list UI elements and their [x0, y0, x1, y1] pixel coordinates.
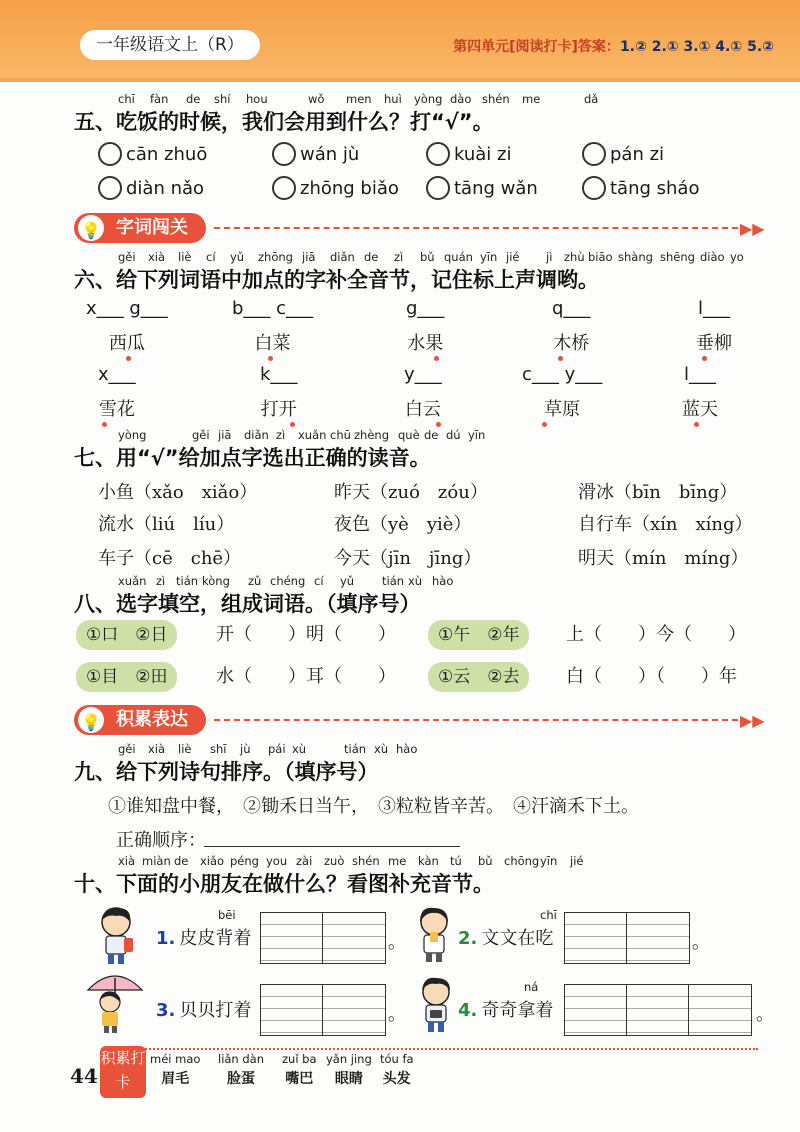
q10-item-3: 3. 贝贝打着	[156, 1000, 252, 1021]
q7-title: 七、用“√”给加点字选出正确的读音。	[74, 446, 431, 470]
order-answer-line[interactable]	[204, 846, 460, 847]
grade-label: 一年级语文上（R）	[80, 30, 260, 60]
syllable-box[interactable]	[260, 984, 386, 1036]
q6-item[interactable]: x___ 雪花	[98, 364, 136, 427]
q10-item-1: 1. 皮皮背着	[156, 928, 252, 949]
q6-item[interactable]: l___ 蓝天	[682, 364, 718, 427]
checkbox-circle[interactable]	[582, 176, 606, 200]
choice-box: ①口 ②日	[76, 620, 177, 650]
page-header	[0, 0, 800, 82]
footer-word: liǎn dàn 脸蛋	[218, 1052, 265, 1087]
q7-item[interactable]: 车子（cē chē）	[98, 548, 242, 569]
checkbox-circle[interactable]	[98, 176, 122, 200]
q6-title: 六、给下列词语中加点的字补全音节，记住标上声调哟。	[74, 268, 599, 292]
q5-option-4[interactable]: pán zi	[582, 142, 664, 166]
q10-title: 十、下面的小朋友在做什么？看图补充音节。	[74, 872, 494, 896]
q7-item[interactable]: 昨天（zuó zóu）	[334, 482, 488, 503]
syllable-box[interactable]	[564, 984, 752, 1036]
girl-umbrella-illustration	[86, 968, 144, 1034]
choice-box: ①午 ②年	[428, 620, 529, 650]
q6-item[interactable]: x___ g___ 西瓜	[86, 298, 168, 361]
q6-item[interactable]: b___ c___ 白菜	[232, 298, 313, 361]
choice-box: ①云 ②去	[428, 662, 529, 692]
q7-item[interactable]: 今天（jīn jīng）	[334, 548, 482, 569]
banner-divider	[214, 719, 738, 721]
q6-item[interactable]: l___ 垂柳	[696, 298, 732, 361]
section-banner-words: 💡 字词闯关	[74, 212, 206, 244]
choice-box: ①目 ②田	[76, 662, 177, 692]
lightbulb-icon	[78, 707, 104, 733]
answer-key-label: 第四单元[阅读打卡]答案：	[453, 39, 620, 55]
syllable-box[interactable]	[260, 912, 386, 964]
order-label: 正确顺序：	[116, 830, 206, 851]
fill-blank[interactable]: 白（ ）（ ）年	[566, 666, 737, 687]
period: 。	[692, 932, 710, 953]
boy-camera-illustration	[416, 974, 456, 1034]
hint-pinyin: bēi	[218, 908, 236, 922]
q5-option-2[interactable]: wán jù	[272, 142, 359, 166]
page-number: 44	[70, 1064, 98, 1088]
fill-blank[interactable]: 水（ ）耳（ ）	[216, 666, 396, 687]
q5-option-6[interactable]: zhōng biǎo	[272, 176, 399, 200]
q5-title: 五、吃饭的时候，我们会用到什么？打“√”。	[74, 110, 494, 134]
banner-divider	[214, 227, 738, 229]
period: 。	[388, 1004, 406, 1025]
q10-item-2: 2. 文文在吃	[458, 928, 554, 949]
section-banner-expression: 💡 积累表达	[74, 704, 206, 736]
q6-item[interactable]: c___ y___ 草原	[522, 364, 602, 427]
checkbox-circle[interactable]	[98, 142, 122, 166]
arrow-right-icon: ▶▶	[740, 219, 765, 238]
q7-item[interactable]: 小鱼（xǎo xiǎo）	[98, 482, 258, 503]
syllable-box[interactable]	[564, 912, 690, 964]
checkbox-circle[interactable]	[582, 142, 606, 166]
checkbox-circle[interactable]	[426, 176, 450, 200]
footer-word: zuǐ ba 嘴巴	[282, 1052, 317, 1087]
fill-blank[interactable]: 上（ ）今（ ）	[566, 624, 746, 645]
q10-item-4: 4. 奇奇拿着	[458, 1000, 554, 1021]
accumulate-badge: 积累打卡	[100, 1046, 146, 1098]
q6-item[interactable]: y___ 白云	[404, 364, 442, 427]
period: 。	[756, 1004, 774, 1025]
q5-option-5[interactable]: diàn nǎo	[98, 176, 204, 200]
q7-item[interactable]: 夜色（yè yiè）	[334, 514, 472, 535]
footer-divider	[118, 1048, 758, 1050]
girl-eating-illustration	[414, 904, 454, 964]
q5-option-7[interactable]: tāng wǎn	[426, 176, 538, 200]
footer-word: tóu fa 头发	[380, 1052, 414, 1087]
q7-item[interactable]: 明天（mín míng）	[578, 548, 749, 569]
footer-word: méi mao 眉毛	[150, 1052, 201, 1087]
footer-word: yǎn jing 眼睛	[326, 1052, 372, 1087]
answer-key-values: 1.② 2.① 3.① 4.① 5.②	[619, 39, 774, 55]
checkbox-circle[interactable]	[426, 142, 450, 166]
q7-item[interactable]: 流水（liú líu）	[98, 514, 235, 535]
period: 。	[388, 932, 406, 953]
q6-item[interactable]: q___ 木桥	[552, 298, 590, 361]
q5-option-8[interactable]: tāng sháo	[582, 176, 699, 200]
q7-item[interactable]: 滑冰（bīn bīng）	[578, 482, 738, 503]
q5-option-1[interactable]: cān zhuō	[98, 142, 207, 166]
q8-title: 八、选字填空，组成词语。（填序号）	[74, 592, 421, 616]
boy-backpack-illustration	[94, 904, 140, 966]
answer-key	[453, 36, 774, 56]
fill-blank[interactable]: 开（ ）明（ ）	[216, 624, 396, 645]
checkbox-circle[interactable]	[272, 142, 296, 166]
hint-pinyin: ná	[524, 980, 539, 994]
q9-title: 九、给下列诗句排序。（填序号）	[74, 760, 379, 784]
arrow-right-icon: ▶▶	[740, 711, 765, 730]
poem-lines: ①谁知盘中餐， ②锄禾日当午， ③粒粒皆辛苦。 ④汗滴禾下土。	[108, 796, 639, 817]
q5-option-3[interactable]: kuài zi	[426, 142, 511, 166]
lightbulb-icon	[78, 215, 104, 241]
q6-item[interactable]: g___ 水果	[406, 298, 444, 361]
q7-item[interactable]: 自行车（xín xíng）	[578, 514, 753, 535]
hint-pinyin: chī	[540, 908, 557, 922]
q6-item[interactable]: k___ 打开	[260, 364, 297, 427]
checkbox-circle[interactable]	[272, 176, 296, 200]
